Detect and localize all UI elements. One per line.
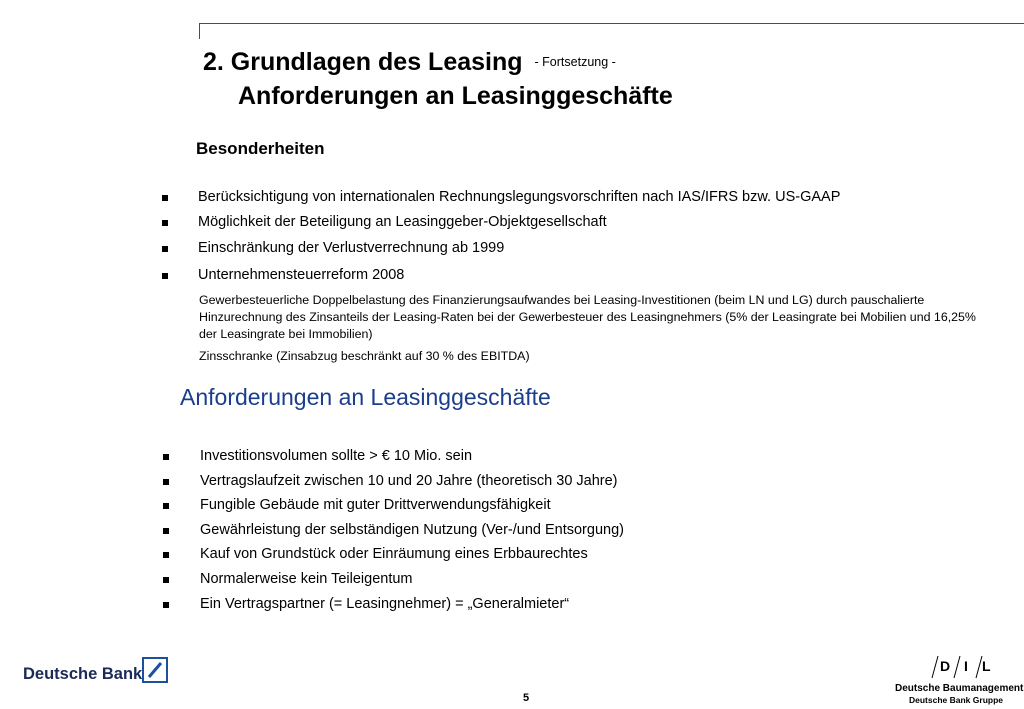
list-item-text: Investitionsvolumen sollte > € 10 Mio. sein bbox=[200, 448, 473, 464]
bullet-square-icon bbox=[162, 220, 168, 226]
list-item-text: Einschränkung der Verlustverrechnung ab 1999 bbox=[198, 240, 505, 256]
bullet-square-icon bbox=[162, 273, 168, 279]
bullet-square-icon bbox=[163, 577, 169, 583]
deutsche-bank-logo-text: Deutsche Bank bbox=[23, 665, 143, 683]
header-rule-vertical bbox=[199, 23, 200, 39]
bullet-square-icon bbox=[163, 503, 169, 509]
page-title bbox=[203, 48, 616, 77]
bullet-square-icon bbox=[163, 528, 169, 534]
page-number: 5 bbox=[523, 692, 530, 704]
list-item-text: Fungible Gebäude mit guter Drittverwendungsfähigkeit bbox=[200, 497, 551, 513]
bullet-square-icon bbox=[163, 479, 169, 485]
section-heading-besonderheiten: Besonderheiten bbox=[196, 139, 325, 158]
page-subtitle: Anforderungen an Leasinggeschäfte bbox=[238, 82, 673, 110]
dil-company-group: Deutsche Bank Gruppe bbox=[909, 695, 1003, 705]
list-item-text: Unternehmensteuerreform 2008 bbox=[198, 267, 405, 283]
section-heading-anforderungen: Anforderungen an Leasinggeschäfte bbox=[180, 384, 551, 410]
bullet-square-icon bbox=[162, 246, 168, 252]
list-item-text: Vertragslaufzeit zwischen 10 und 20 Jahre (theoretisch 30 Jahre) bbox=[200, 473, 618, 489]
detail-paragraph: Zinsschranke (Zinsabzug beschränkt auf 30 % des EBITDA) bbox=[199, 349, 530, 363]
dil-letter: D bbox=[940, 658, 951, 674]
detail-paragraph: Gewerbesteuerliche Doppelbelastung des Finanzierungsaufwandes bei Leasing-Investitionen (beim LN und LG) durch pauschalierte Hinzurechnung des Zinsanteils der Leasing-Raten bei der Gewerbesteuer des Leasingnehmers (5% der Leasingrate bei Mobilien und 16,25% der Leasingrate bei Immobilien) bbox=[199, 293, 976, 341]
dil-letter: I bbox=[964, 658, 968, 674]
header-rule bbox=[199, 23, 1024, 24]
bullet-square-icon bbox=[163, 602, 169, 608]
page-title-suffix: - Fortsetzung - bbox=[534, 55, 616, 69]
list-item-text: Ein Vertragspartner (= Leasingnehmer) = „Generalmieter“ bbox=[200, 596, 570, 612]
bullet-square-icon bbox=[163, 552, 169, 558]
dil-letter: L bbox=[982, 658, 991, 674]
list-item-text: Kauf von Grundstück oder Einräumung eines Erbbaurechtes bbox=[200, 546, 588, 562]
list-item-text: Normalerweise kein Teileigentum bbox=[200, 571, 413, 587]
page-title-main: 2. Grundlagen des Leasing bbox=[203, 48, 523, 76]
list-item-text: Möglichkeit der Beteiligung an Leasinggeber-Objektgesellschaft bbox=[198, 214, 607, 230]
bullet-square-icon bbox=[162, 195, 168, 201]
list-item-text: Berücksichtigung von internationalen Rechnungslegungsvorschriften nach IAS/IFRS bzw. US-GAAP bbox=[198, 189, 841, 205]
deutsche-bank-slash-icon bbox=[142, 657, 168, 683]
list-item-text: Gewährleistung der selbständigen Nutzung (Ver-/und Entsorgung) bbox=[200, 522, 624, 538]
dil-company-name: Deutsche Baumanagement bbox=[895, 683, 1024, 694]
dil-logo bbox=[924, 654, 994, 680]
bullet-square-icon bbox=[163, 454, 169, 460]
